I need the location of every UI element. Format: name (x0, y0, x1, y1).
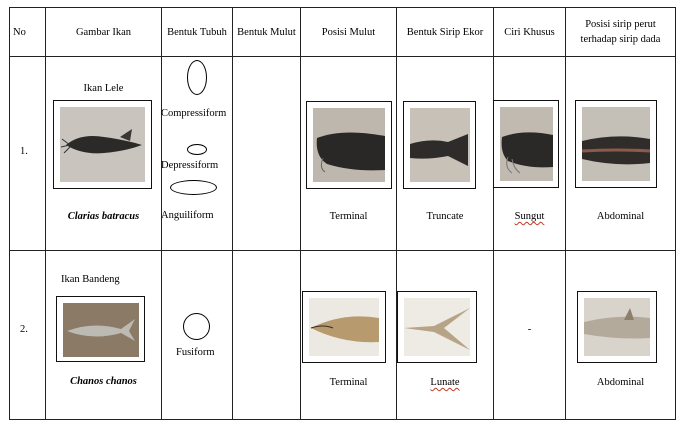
pelvic-fin-photo (575, 100, 657, 188)
special-feature-label: - (527, 324, 532, 335)
catfish-pelvic-image (582, 107, 650, 181)
fish-name: Ikan Bandeng (61, 274, 120, 285)
catfish-image (60, 107, 145, 182)
header-no: No (10, 8, 46, 57)
milkfish-tail-image (404, 298, 470, 356)
pelvic-fin-label: Abdominal (596, 377, 645, 388)
header-row (10, 8, 676, 57)
cell-posisi-sirip-perut (566, 251, 676, 420)
scientific-name: Chanos chanos (70, 376, 137, 387)
header-ciri-khusus: Ciri Khusus (494, 8, 566, 57)
header-gambar-ikan: Gambar Ikan (46, 8, 162, 57)
caudal-fin-photo (397, 291, 477, 363)
header-posisi-mulut: Posisi Mulut (301, 8, 397, 57)
cell-gambar-ikan (46, 57, 162, 251)
milkfish-mouth-image (309, 298, 379, 356)
mouth-position-photo (302, 291, 386, 363)
fish-photo (56, 296, 145, 362)
milkfish-pelvic-image (584, 298, 650, 356)
shape-label-fusiform: Fusiform (176, 347, 215, 358)
header-bentuk-mulut: Bentuk Mulut (233, 8, 301, 57)
cell-bentuk-tubuh (162, 251, 233, 420)
mouth-position-photo (306, 101, 392, 189)
pelvic-fin-label: Abdominal (596, 211, 645, 222)
table-row (10, 251, 676, 420)
fish-comparison-table (9, 7, 676, 420)
table-row (10, 57, 676, 251)
cell-bentuk-mulut (233, 251, 301, 420)
pelvic-fin-photo (577, 291, 657, 363)
cell-ciri-khusus (494, 251, 566, 420)
special-feature-label: Sungut (514, 211, 545, 222)
catfish-barbel-image (500, 107, 553, 181)
row-number: 1. (20, 146, 28, 157)
fish-name: Ikan Lele (83, 83, 124, 94)
cell-bentuk-tubuh (162, 57, 233, 251)
scientific-name: Clarias batracus (67, 211, 140, 222)
cell-bentuk-mulut (233, 57, 301, 251)
caudal-fin-label: Truncate (426, 211, 464, 222)
cell-posisi-mulut (301, 251, 397, 420)
cell-no (10, 251, 46, 420)
special-feature-photo (493, 100, 559, 188)
cell-bentuk-sirip-ekor (397, 251, 494, 420)
cell-posisi-sirip-perut (566, 57, 676, 251)
mouth-position-label: Terminal (329, 377, 368, 388)
cell-gambar-ikan (46, 251, 162, 420)
row-number: 2. (20, 324, 28, 335)
milkfish-image (63, 303, 139, 357)
cell-posisi-mulut (301, 57, 397, 251)
header-bentuk-tubuh: Bentuk Tubuh (162, 8, 233, 57)
catfish-mouth-image (313, 108, 385, 182)
cell-ciri-khusus (494, 57, 566, 251)
compressiform-shape-icon (187, 60, 207, 95)
fusiform-shape-icon (183, 313, 210, 340)
catfish-tail-image (410, 108, 470, 182)
shape-label-anguiliform: Anguiliform (161, 210, 214, 221)
fish-photo (53, 100, 152, 189)
caudal-fin-photo (403, 101, 476, 189)
header-bentuk-sirip-ekor: Bentuk Sirip Ekor (397, 8, 494, 57)
cell-no (10, 57, 46, 251)
shape-label-compressiform: Compressiform (161, 108, 227, 119)
cell-bentuk-sirip-ekor (397, 57, 494, 251)
anguiliform-shape-icon (170, 180, 217, 195)
caudal-fin-label: Lunate (430, 377, 460, 388)
header-posisi-sirip-perut: Posisi sirip perut terhadap sirip dada (566, 8, 676, 57)
shape-label-depressiform: Depressiform (161, 160, 219, 171)
depressiform-shape-icon (187, 144, 207, 155)
mouth-position-label: Terminal (329, 211, 368, 222)
